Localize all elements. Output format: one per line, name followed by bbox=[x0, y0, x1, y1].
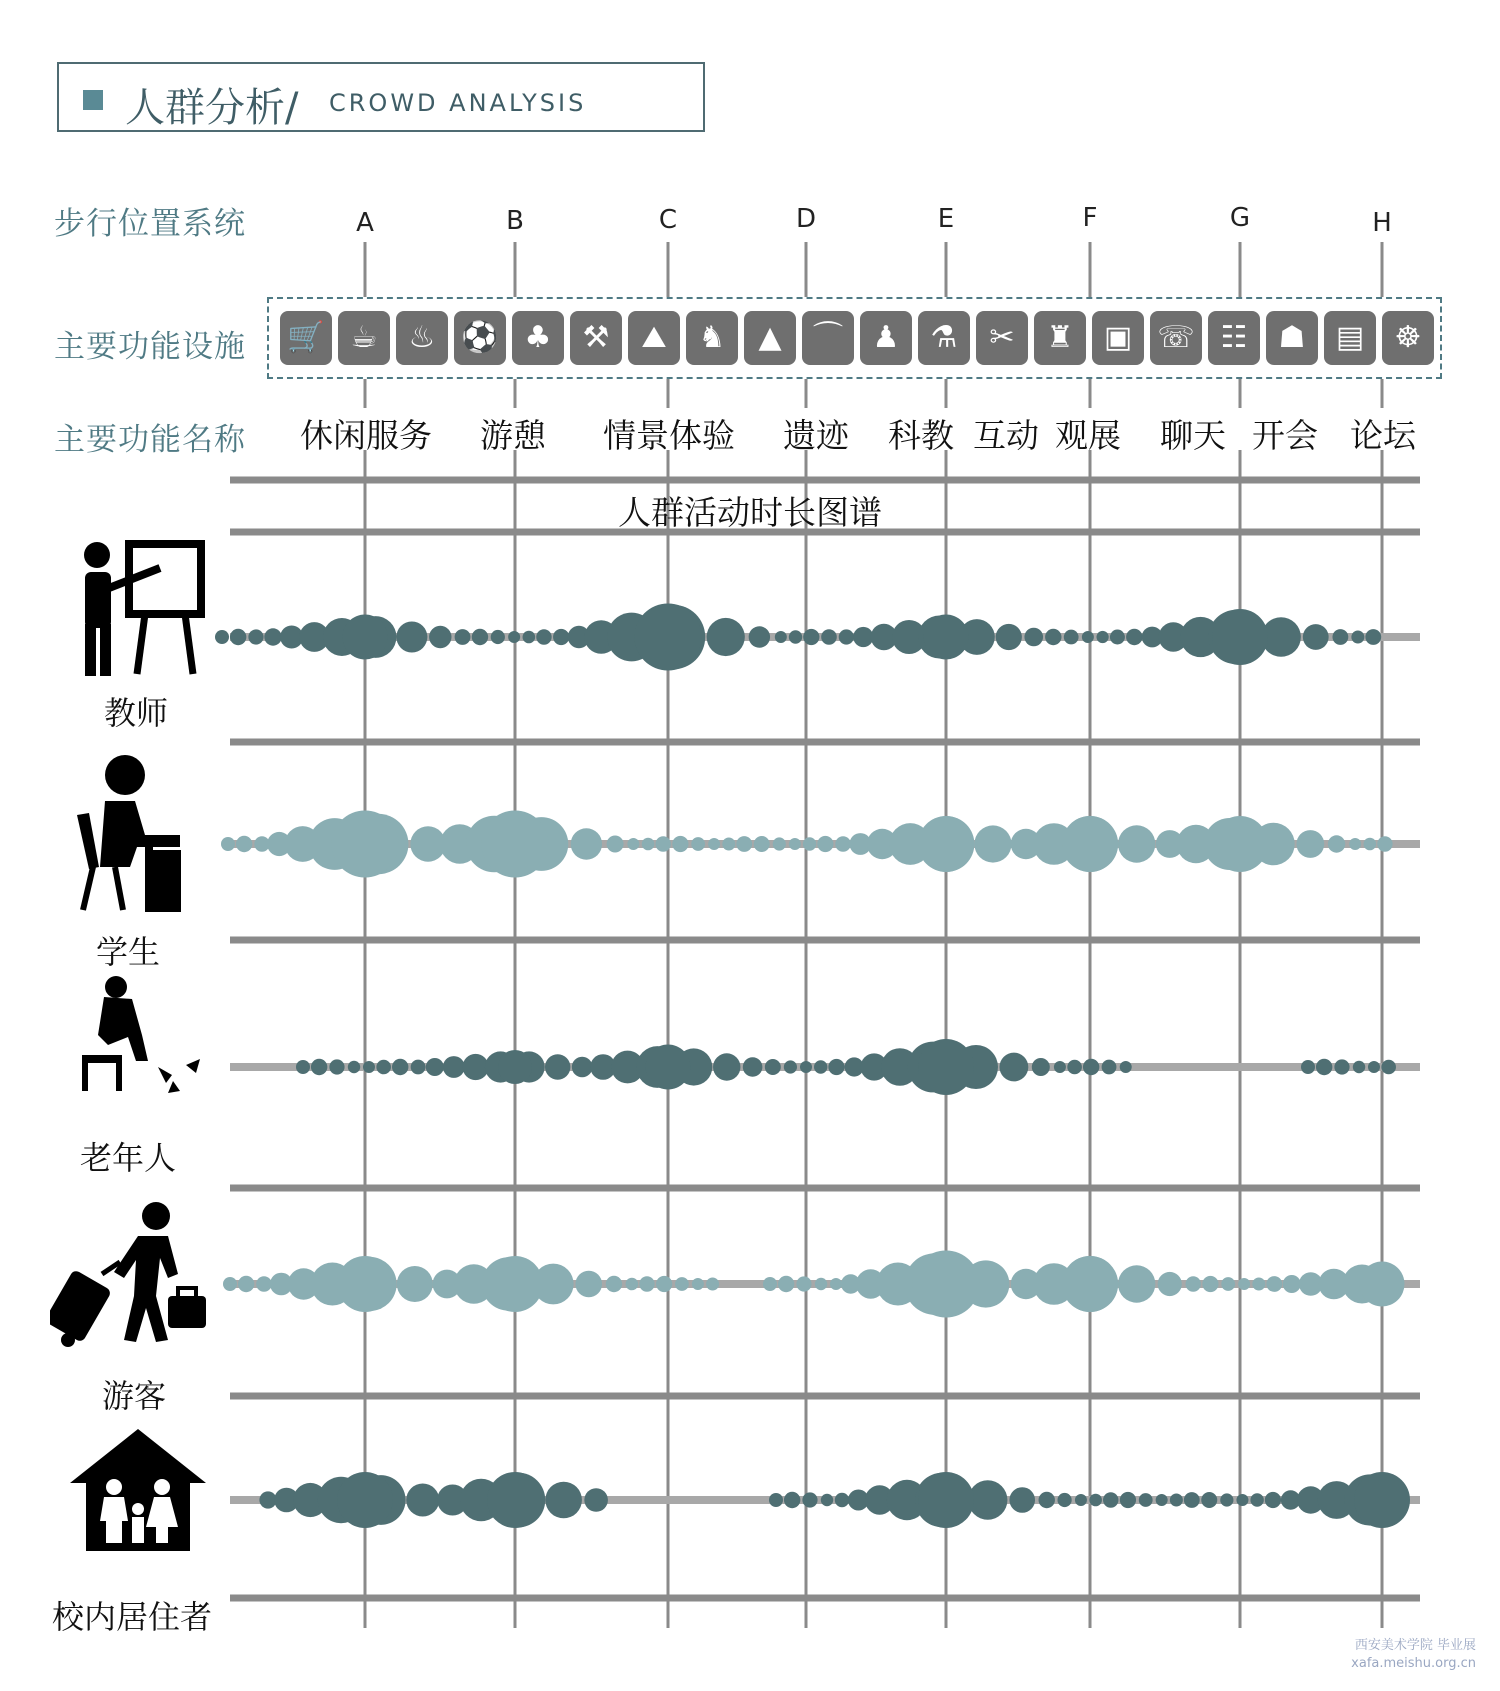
persona-label-teacher: 教师 bbox=[104, 694, 169, 732]
activity-bubble bbox=[230, 629, 246, 645]
activity-bubble bbox=[1202, 1276, 1218, 1292]
activity-bubble bbox=[839, 629, 854, 644]
chat-icon: ☏ bbox=[1150, 311, 1202, 365]
activity-bubble bbox=[1009, 1487, 1035, 1513]
activity-bubble bbox=[1266, 1276, 1282, 1292]
activity-bubble bbox=[769, 1493, 783, 1507]
tourist-icon bbox=[50, 1200, 210, 1350]
activity-bubble bbox=[462, 1054, 488, 1080]
activity-bubble bbox=[692, 1278, 704, 1290]
function-name-experience: 情景体验 bbox=[603, 416, 735, 455]
column-letter-c: C bbox=[658, 205, 678, 235]
column-letter-f: F bbox=[1082, 203, 1098, 233]
activity-bubble bbox=[508, 631, 520, 643]
assembly-icon: ☗ bbox=[1266, 311, 1318, 365]
activity-peak-bubble bbox=[1212, 816, 1268, 872]
activity-bubble bbox=[1351, 631, 1364, 644]
function-name-interaction: 互动 bbox=[973, 416, 1039, 455]
activity-bubble bbox=[607, 836, 624, 853]
activity-bubble bbox=[396, 622, 427, 653]
activity-bubble bbox=[397, 1266, 433, 1302]
activity-bubble bbox=[1024, 628, 1043, 647]
activity-peak-bubble bbox=[498, 1050, 532, 1084]
column-letter-h: H bbox=[1372, 208, 1392, 238]
activity-bubble bbox=[784, 1492, 800, 1508]
function-name-science: 科教 bbox=[888, 416, 954, 455]
activity-bubble bbox=[1296, 830, 1324, 858]
activity-bubble bbox=[238, 1276, 254, 1292]
activity-bubble bbox=[996, 624, 1022, 650]
activity-bubble bbox=[392, 1059, 408, 1075]
column-letter-a: A bbox=[356, 208, 374, 238]
activity-bubble bbox=[1364, 838, 1377, 851]
watermark-line-2: xafa.meishu.org.cn bbox=[1351, 1656, 1476, 1671]
activity-bubble bbox=[248, 629, 263, 644]
persona-label-resident: 校内居住者 bbox=[52, 1598, 213, 1636]
activity-bubble bbox=[1126, 629, 1142, 645]
activity-bubble bbox=[803, 837, 816, 850]
activity-bubble bbox=[707, 618, 745, 656]
activity-bubble bbox=[675, 1277, 689, 1291]
activity-bubble bbox=[722, 838, 735, 851]
bridge-icon: ⌒ bbox=[802, 311, 854, 365]
activity-bubble bbox=[802, 1492, 817, 1507]
activity-bubble bbox=[1303, 624, 1329, 650]
column-letter-d: D bbox=[795, 204, 817, 234]
activity-peak-bubble bbox=[1062, 1256, 1118, 1312]
activity-bubble bbox=[536, 629, 551, 644]
title-chinese: 人群分析/ bbox=[125, 85, 299, 131]
activity-bubble bbox=[789, 838, 801, 850]
activity-bubble bbox=[713, 1053, 740, 1080]
function-name-leisure: 休闲服务 bbox=[300, 416, 432, 455]
activity-bubble bbox=[1334, 1059, 1349, 1074]
activity-bubble bbox=[1158, 1272, 1182, 1296]
activity-bubble bbox=[1156, 1494, 1168, 1506]
activity-bubble bbox=[1118, 825, 1155, 862]
activity-bubble bbox=[348, 1061, 360, 1073]
activity-bubble bbox=[736, 836, 752, 852]
activity-bubble bbox=[1103, 1492, 1118, 1507]
activity-bubble bbox=[429, 626, 451, 648]
activity-bubble bbox=[773, 837, 786, 850]
column-letter-b: B bbox=[506, 206, 524, 236]
ball-icon: ⚽ bbox=[454, 311, 506, 365]
activity-peak-bubble bbox=[1354, 1472, 1410, 1528]
activity-bubble bbox=[1236, 1494, 1248, 1506]
tools-icon: ✂ bbox=[976, 311, 1028, 365]
activity-peak-bubble bbox=[487, 1472, 543, 1528]
activity-bubble bbox=[821, 629, 837, 645]
activity-bubble bbox=[775, 631, 787, 643]
activity-bubble bbox=[1184, 1492, 1200, 1508]
column-letter-g: G bbox=[1229, 203, 1251, 233]
activity-bubble bbox=[553, 629, 569, 645]
activity-bubble bbox=[821, 1494, 833, 1506]
activity-bubble bbox=[1045, 629, 1061, 645]
activity-bubble bbox=[311, 1059, 327, 1075]
exhibit-icon: ▣ bbox=[1092, 311, 1144, 365]
elderly-icon bbox=[78, 975, 208, 1105]
student-icon bbox=[75, 755, 185, 915]
activity-bubble bbox=[1139, 1493, 1153, 1507]
activity-bubble bbox=[1220, 1493, 1233, 1506]
activity-peak-bubble bbox=[918, 1472, 974, 1528]
activity-bubble bbox=[706, 1278, 719, 1291]
activity-bubble bbox=[1118, 1265, 1155, 1302]
activity-bubble bbox=[743, 1057, 763, 1077]
activity-bubble bbox=[1353, 1061, 1365, 1073]
microscope-icon: ⚗ bbox=[918, 311, 970, 365]
activity-bubble bbox=[264, 628, 281, 645]
activity-bubble bbox=[1064, 630, 1079, 645]
function-name-meeting: 开会 bbox=[1252, 416, 1318, 455]
chart-title: 人群活动时长图谱 bbox=[618, 493, 882, 532]
activity-bubble bbox=[1089, 1494, 1102, 1507]
sculpture-icon: ♜ bbox=[1034, 311, 1086, 365]
activity-bubble bbox=[1054, 1061, 1066, 1073]
activity-peak-bubble bbox=[924, 615, 969, 660]
activity-bubble bbox=[708, 838, 720, 850]
activity-bubble bbox=[472, 629, 488, 645]
coffee-cup-icon: ☕ bbox=[338, 311, 390, 365]
teacher-icon bbox=[65, 540, 210, 680]
pagoda-icon: ▲ bbox=[744, 311, 796, 365]
activity-peak-bubble bbox=[1062, 816, 1118, 872]
activity-bubble bbox=[236, 836, 252, 852]
title-english: CROWD ANALYSIS bbox=[329, 89, 587, 117]
activity-bubble bbox=[796, 1276, 811, 1291]
activity-bubble bbox=[1075, 1494, 1087, 1506]
activity-bubble bbox=[803, 629, 819, 645]
activity-peak-bubble bbox=[635, 604, 702, 671]
activity-bubble bbox=[1250, 1493, 1263, 1506]
activity-peak-bubble bbox=[1212, 609, 1268, 665]
activity-bubble bbox=[642, 838, 655, 851]
activity-bubble bbox=[672, 836, 688, 852]
activity-bubble bbox=[259, 1491, 276, 1508]
activity-peak-bubble bbox=[918, 1039, 974, 1095]
campus-resident-icon bbox=[68, 1425, 208, 1555]
activity-peak-bubble bbox=[918, 816, 974, 872]
activity-bubble bbox=[1316, 1059, 1332, 1075]
activity-bubble bbox=[974, 825, 1011, 862]
activity-bubble bbox=[691, 837, 705, 851]
lecture-icon: ♟ bbox=[860, 311, 912, 365]
activity-bubble bbox=[784, 1060, 797, 1073]
activity-bubble bbox=[656, 1276, 672, 1292]
function-names-label: 主要功能名称 bbox=[54, 422, 246, 458]
activity-bubble bbox=[1120, 1492, 1136, 1508]
activity-bubble bbox=[376, 1060, 391, 1075]
column-letter-e: E bbox=[937, 204, 955, 234]
activity-bubble bbox=[1301, 1060, 1315, 1074]
activity-peak-bubble bbox=[343, 615, 388, 660]
meeting-icon: ☷ bbox=[1208, 311, 1260, 365]
function-name-forum: 论坛 bbox=[1350, 416, 1416, 455]
activity-bubble bbox=[1039, 1492, 1055, 1508]
activity-bubble bbox=[749, 626, 770, 647]
activity-bubble bbox=[830, 1278, 842, 1290]
activity-bubble bbox=[1283, 1275, 1301, 1293]
activity-bubble bbox=[1170, 1494, 1183, 1507]
activity-bubble bbox=[1252, 1278, 1265, 1291]
activity-bubble bbox=[1057, 1493, 1071, 1507]
activity-bubble bbox=[817, 836, 833, 852]
facilities-label: 主要功能设施 bbox=[54, 329, 246, 365]
activity-bubble bbox=[1365, 629, 1381, 645]
activity-bubble bbox=[1083, 1059, 1099, 1075]
activity-bubble bbox=[1377, 836, 1392, 851]
activity-bubble bbox=[1096, 631, 1108, 643]
activity-peak-bubble bbox=[337, 1256, 393, 1312]
persona-label-student: 学生 bbox=[96, 933, 161, 971]
activity-bubble bbox=[765, 1059, 781, 1075]
persona-label-elderly: 老年人 bbox=[80, 1139, 177, 1177]
presentation-icon: ▤ bbox=[1324, 311, 1376, 365]
activity-bubble bbox=[627, 838, 639, 850]
activity-peak-bubble bbox=[332, 811, 399, 878]
activity-bubble bbox=[571, 828, 602, 859]
activity-bubble bbox=[1381, 1060, 1396, 1075]
forum-icon: ☸ bbox=[1382, 311, 1434, 365]
function-name-recreation: 游憩 bbox=[480, 416, 546, 455]
activity-peak-bubble bbox=[487, 1256, 543, 1312]
activity-bubble bbox=[835, 836, 851, 852]
activity-bubble bbox=[329, 1059, 344, 1074]
activity-bubble bbox=[443, 1056, 465, 1078]
activity-bubble bbox=[572, 1057, 593, 1078]
activity-bubble bbox=[575, 1271, 602, 1298]
activity-bubble bbox=[215, 630, 229, 644]
activity-bubble bbox=[455, 629, 471, 645]
activity-bubble bbox=[1102, 1060, 1117, 1075]
activity-bubble bbox=[221, 837, 235, 851]
activity-bubble bbox=[1120, 1061, 1132, 1073]
activity-bubble bbox=[626, 1278, 639, 1291]
activity-bubble bbox=[655, 836, 670, 851]
activity-bubble bbox=[639, 1276, 654, 1291]
activity-bubble bbox=[754, 836, 770, 852]
activity-bubble bbox=[584, 1488, 608, 1512]
function-name-exhibition: 观展 bbox=[1055, 416, 1121, 455]
activity-peak-bubble bbox=[913, 1251, 980, 1318]
tea-cup-icon: ♨ bbox=[396, 311, 448, 365]
activity-peak-bubble bbox=[1360, 1262, 1405, 1307]
landscape-icon: ⛰ bbox=[628, 311, 680, 365]
activity-bubble bbox=[296, 1060, 310, 1074]
activity-peak-bubble bbox=[482, 811, 549, 878]
activity-bubble bbox=[363, 1061, 375, 1073]
activity-bubble bbox=[835, 1493, 849, 1507]
activity-peak-bubble bbox=[646, 1045, 691, 1090]
activity-bubble bbox=[606, 1276, 622, 1292]
statue-icon: ♞ bbox=[686, 311, 738, 365]
activity-bubble bbox=[814, 1060, 827, 1073]
activity-bubble bbox=[411, 1060, 426, 1075]
gardening-icon: ⚒ bbox=[570, 311, 622, 365]
activity-bubble bbox=[1110, 630, 1125, 645]
activity-bubble bbox=[223, 1277, 237, 1291]
activity-bubble bbox=[1238, 1278, 1250, 1290]
activity-bubble bbox=[256, 1276, 272, 1292]
activity-bubble bbox=[545, 1054, 570, 1079]
watermark-line-1: 西安美术学院 毕业展 bbox=[1354, 1638, 1476, 1653]
activity-peak-bubble bbox=[337, 1472, 393, 1528]
watermark bbox=[1351, 1637, 1476, 1673]
activity-bubble bbox=[1082, 631, 1094, 643]
activity-bubble bbox=[1186, 1276, 1201, 1291]
activity-bubble bbox=[1368, 1061, 1380, 1073]
activity-bubble bbox=[426, 1058, 444, 1076]
activity-bubble bbox=[1349, 838, 1361, 850]
shopping-cart-icon: 🛒 bbox=[280, 311, 332, 365]
activity-bubble bbox=[763, 1277, 777, 1291]
activity-bubble bbox=[800, 1061, 812, 1073]
walk-system-label: 步行位置系统 bbox=[54, 206, 246, 242]
activity-bubble bbox=[999, 1053, 1028, 1082]
activity-bubble bbox=[778, 1276, 794, 1292]
activity-bubble bbox=[1201, 1492, 1217, 1508]
activity-bubble bbox=[1332, 629, 1348, 645]
activity-bubble bbox=[523, 631, 536, 644]
activity-bubble bbox=[406, 1484, 439, 1517]
activity-bubble bbox=[828, 1059, 844, 1075]
activity-bubble bbox=[545, 1482, 582, 1519]
activity-bubble bbox=[853, 627, 873, 647]
activity-bubble bbox=[1265, 1492, 1281, 1508]
persona-label-tourist: 游客 bbox=[102, 1377, 167, 1415]
activity-bubble bbox=[789, 630, 802, 643]
activity-bubble bbox=[815, 1278, 827, 1290]
activity-bubble bbox=[1032, 1058, 1050, 1076]
park-icon: ♣ bbox=[512, 311, 564, 365]
function-name-chat: 聊天 bbox=[1160, 416, 1226, 455]
activity-bubble bbox=[1067, 1060, 1082, 1075]
function-name-ruins: 遗迹 bbox=[783, 416, 849, 455]
activity-bubble bbox=[1221, 1277, 1235, 1291]
activity-bubble bbox=[491, 630, 505, 644]
activity-bubble bbox=[1328, 835, 1345, 852]
